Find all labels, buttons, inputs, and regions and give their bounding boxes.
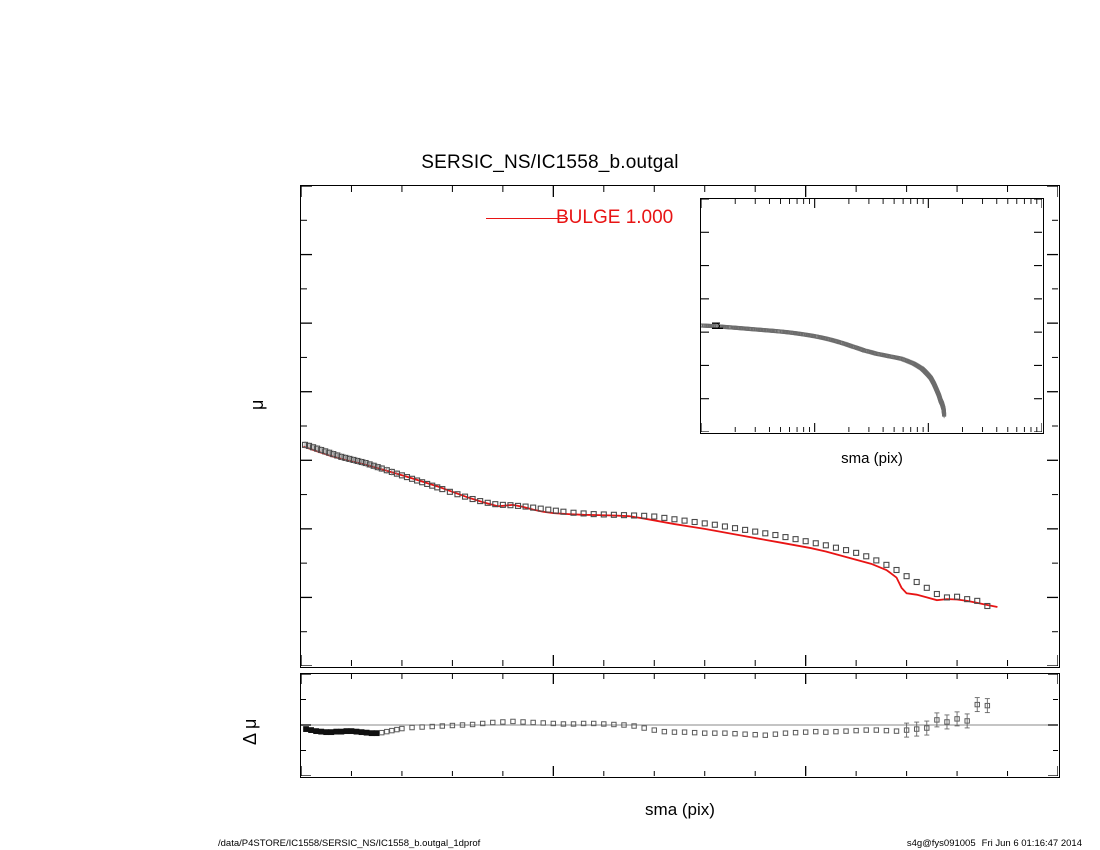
residual-y-axis-label: Δ μ — [240, 718, 260, 745]
inset-plot-panel — [700, 198, 1044, 434]
footer-date: Fri Jun 6 01:16:47 2014 — [981, 838, 1082, 849]
footer-user: s4g@fys091005 — [906, 838, 976, 849]
residual-points — [304, 698, 990, 738]
footer-meta — [901, 838, 1082, 849]
page-title: SERSIC_NS/IC1558_b.outgal — [421, 152, 679, 173]
residual-plot-panel — [300, 673, 1060, 778]
inset-plot-svg — [701, 199, 1042, 432]
model-curve — [304, 447, 998, 607]
inset-y-axis-label: μ — [707, 321, 724, 330]
main-y-axis-label: μ — [247, 399, 267, 410]
inset-x-axis-label: sma (pix) — [841, 450, 903, 467]
residual-plot-svg — [301, 674, 1058, 776]
legend — [486, 205, 706, 233]
footer-file-path: /data/P4STORE/IC1558/SERSIC_NS/IC1558_b.outgal_1dprof — [218, 838, 481, 849]
main-x-axis-label: sma (pix) — [645, 800, 715, 819]
inset-data-points — [701, 324, 946, 418]
legend-label: BULGE 1.000 — [556, 207, 674, 228]
